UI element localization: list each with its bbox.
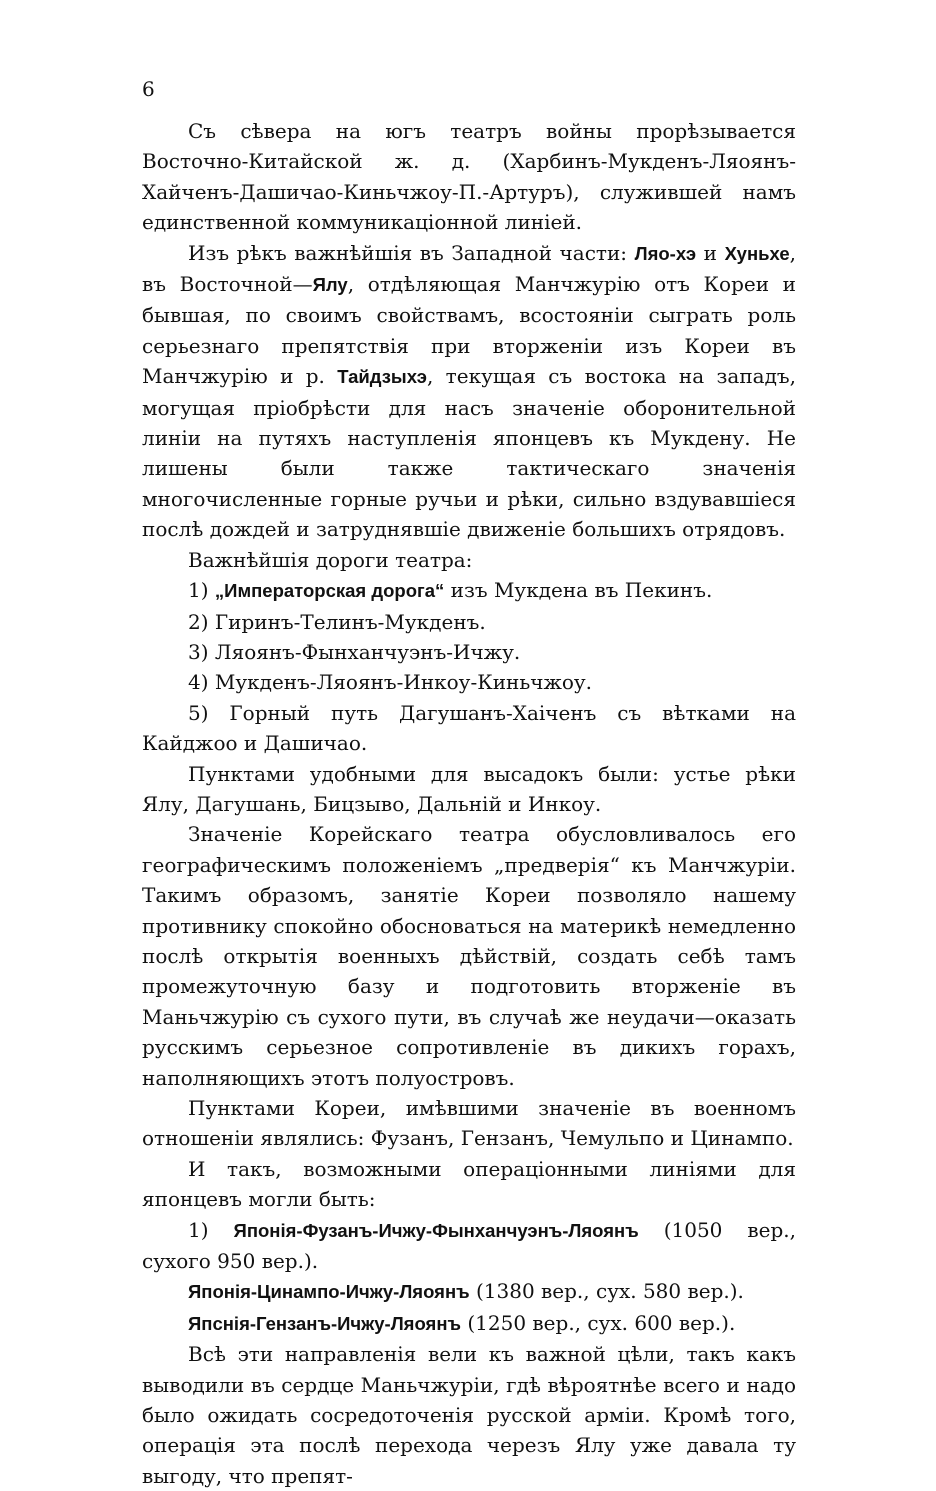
road-1-name: „Императорская дорога“ xyxy=(214,580,445,602)
river-yalu: Ялу xyxy=(312,274,348,296)
river-hunhe: Хуньхе xyxy=(724,242,790,264)
paragraph-landing-points: Пунктами удобными для высадокъ были: устье рѣки Ялу, Дагушань, Бицзыво, Дальній и Инкоу. xyxy=(142,761,796,816)
road-item-5: 5) Горный путь Дагушанъ-Хаiченъ съ вѣтками на Кайджоо и Дашичао. xyxy=(142,700,796,756)
rivers-text-d: , въ Восточной— xyxy=(142,240,796,297)
paragraph-conclusion: Всѣ эти направленія вели къ важной цѣли, такъ какъ выводили въ сердце Маньчжуріи, гдѣ вѣроятнѣе всего и надо было ожидать сосредоточенія русской арміи. Кромѣ того, операція эта послѣ перехода черезъ Ялу уже давала ту выгоду, что препят- xyxy=(142,1342,796,1488)
road-1-rest: изъ Мукдена въ Пекинъ. xyxy=(444,578,713,603)
line-3-route: Япснія-Гензанъ-Ичжу-Ляоянъ xyxy=(188,1312,461,1334)
rivers-text-e: , отдѣляющая Манчжурію отъ Кореи и бывшая, по своимъ свойствамъ, всостояніи сыграть роль серьезнаго препятствія при вторженіи изъ Кореи въ Манчжурію и р. xyxy=(142,272,797,389)
operation-line-1 xyxy=(142,1215,796,1277)
road-item-1 xyxy=(142,575,796,606)
paragraph-korea-points: Пунктами Кореи, имѣвшими значеніе въ военномъ отношеніи являлись: Фузанъ, Гензанъ, Чемульпо и Цинампо. xyxy=(142,1096,796,1151)
line-1-number: 1) xyxy=(188,1217,234,1242)
river-taidzyhe: Тайдзыхэ xyxy=(337,366,427,388)
road-item-3: 3) Ляоянъ-Фынханчуэнъ-Ичжу. xyxy=(188,639,521,664)
line-2-route: Японія-Цинампо-Ичжу-Ляоянъ xyxy=(188,1281,470,1303)
rivers-text-f: , текущая съ востока на западъ, могущая пріобрѣсти для насъ значеніе оборонительной линіи на путяхъ наступленія японцевъ къ Мукдену. Не лишены были также тактическаго значенія многочисленные горные ручьи и рѣки, сильно вздувавшіеся послѣ дождей и затруднявшіе движеніе большихъ отрядовъ. xyxy=(142,364,797,542)
operation-line-3 xyxy=(142,1308,796,1339)
road-1-number: 1) xyxy=(188,578,215,603)
page-number: 6 xyxy=(142,77,155,101)
line-3-distance: (1250 вер., сух. 600 вер.). xyxy=(461,1310,736,1335)
line-1-distance: (1050 вер., сухого 950 вер.). xyxy=(142,1217,797,1274)
paragraph-operation-lines: И такъ, возможными операціонными линіями для японцевъ могли быть: xyxy=(142,1156,796,1212)
operation-line-2 xyxy=(142,1276,796,1307)
paragraph-rivers xyxy=(142,238,796,545)
line-2-distance: (1380 вер., сух. 580 вер.). xyxy=(469,1279,744,1304)
rivers-text-a: Изъ рѣкъ важнѣйшія въ Западной части: xyxy=(188,240,635,265)
river-liao-he: Ляо-хэ xyxy=(634,242,697,264)
line-1-route: Японія-Фузанъ-Ичжу-Фынханчуэнъ-Ляоянъ xyxy=(233,1219,639,1241)
paragraph-korea-theatre: Значеніе Корейскаго театра обусловливалось его географическимъ положеніемъ „предверія“ къ Манчжуріи. Такимъ образомъ, занятіе Кореи позволяло нашему противнику спокойно обосноваться на материкѣ немедленно послѣ открытія военныхъ дѣйствій, создать себѣ тамъ промежуточную базу и подготовить вторженіе въ Маньчжурію съ сухого пути, въ случаѣ же неудачи—оказать русскимъ серьезное сопротивленіе въ дикихъ горахъ, наполняющихъ этотъ полуостровъ. xyxy=(142,822,796,1090)
body-text xyxy=(142,116,796,1491)
paragraph-railway: Съ сѣвера на югъ театръ войны прорѣзывается Восточно-Китайской ж. д. (Харбинъ-Мукденъ-Ляоянъ-Хайченъ-Дашичао-Киньчжоу-П.-Артуръ), служившей намъ единственной коммуникаціонной линіей. xyxy=(142,119,796,235)
rivers-text-c: и xyxy=(696,240,725,265)
road-item-4: 4) Мукденъ-Ляоянъ-Инкоу-Киньчжоу. xyxy=(188,670,593,695)
roads-heading: Важнѣйшія дороги театра: xyxy=(188,547,473,572)
road-item-2: 2) Гиринъ-Телинъ-Мукденъ. xyxy=(188,609,486,634)
